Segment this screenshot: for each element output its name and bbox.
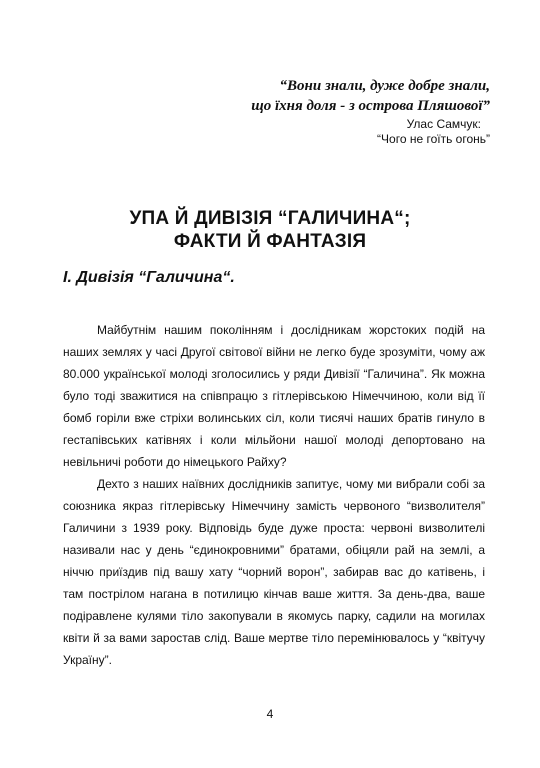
chapter-title-line-1: УПА Й ДИВІЗІЯ “ГАЛИЧИНА“; — [129, 208, 411, 229]
section-heading: І. Дивізія “Галичина“. — [63, 269, 235, 286]
epigraph-author: Улас Самчук: — [406, 117, 481, 131]
paragraph-1: Майбутнім нашим поколінням і дослідникам жорстоких подій на наших землях у часі Другої світової війни не легко буде зрозуміти, чому аж 80.000 української молоді зголосились у ряди Дивізії “Галичина”. Як можна було тоді зважитися на співпрацю з гітлерівською Німеччиною, коли від її бомб горіли вже стріхи волинських сіл, коли тисячі наших братів гинуло в гестапівських катівнях і коли мільйони нашої молоді депортовано на невільничі роботи до німецького Райху? — [63, 323, 485, 469]
epigraph — [225, 76, 490, 147]
epigraph-quote-line-1: “Вони знали, дуже добре знали, — [279, 78, 490, 94]
paragraph-2: Дехто з наших наївних дослідників запитує, чому ми вибрали собі за союзника якраз гітлерівську Німеччину замість червоного “визволителя” Галичини з 1939 року. Відповідь буде дуже проста: червоні визволителі називали нас у день “єдинокровними” братами, обіцяли рай на землі, а ніччю приїздив під вашу хату “чорний ворон”, забирав вас до катівень, і там пострілом нагана в потилицю кінчав ваше життя. За день-два, ваше подіравлене кулями тіло закопували в якомусь парку, садили на могилах квіти й за вами заростав слід. Ваше мертве тіло перемінювалось у “квітучу Україну”. — [63, 477, 485, 667]
page-number: 4 — [266, 707, 274, 721]
chapter-title — [40, 207, 500, 253]
body-text — [63, 319, 485, 671]
epigraph-quote-line-2: що їхня доля - з острова Пляшової” — [251, 98, 490, 114]
chapter-title-line-2: ФАКТИ Й ФАНТАЗІЯ — [173, 231, 367, 252]
epigraph-source: “Чого не гоїть огонь” — [377, 132, 490, 146]
